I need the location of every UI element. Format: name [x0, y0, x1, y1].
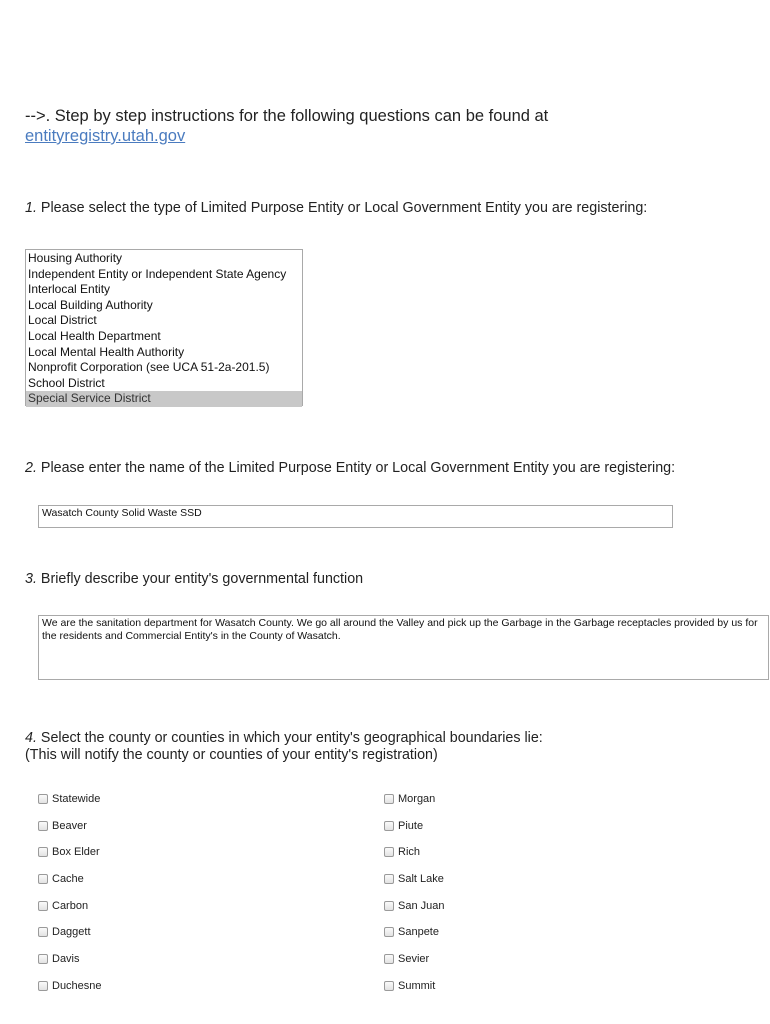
- county-label: Piute: [398, 820, 424, 832]
- question-2: [25, 460, 675, 477]
- question-3-text: Briefly describe your entity's governmental function: [40, 571, 364, 587]
- listbox-option[interactable]: Local District: [28, 313, 97, 328]
- checkbox-icon[interactable]: [38, 847, 48, 857]
- question-4-number: 4.: [25, 730, 37, 746]
- listbox-option[interactable]: Local Building Authority: [28, 297, 153, 312]
- listbox-option[interactable]: Interlocal Entity: [28, 282, 111, 297]
- listbox-option[interactable]: Independent Entity or Independent State Agency: [28, 266, 287, 281]
- county-checkbox-duchesne[interactable]: [38, 980, 102, 992]
- question-4: [25, 730, 543, 764]
- checkbox-icon[interactable]: [38, 981, 48, 991]
- registry-link[interactable]: entityregistry.utah.gov: [25, 127, 186, 145]
- county-checkbox-summit[interactable]: [384, 980, 435, 992]
- listbox-option-selected[interactable]: Special Service District: [26, 391, 302, 407]
- county-checkbox-rich[interactable]: [384, 846, 420, 858]
- checkbox-icon[interactable]: [384, 927, 394, 937]
- county-checkbox-cache[interactable]: [38, 873, 84, 885]
- county-checkbox-carbon[interactable]: [38, 900, 88, 912]
- intro-line: -->. Step by step instructions for the following questions can be found at: [25, 107, 549, 125]
- listbox-option[interactable]: Local Mental Health Authority: [28, 344, 185, 359]
- question-1-number: 1.: [25, 200, 37, 216]
- county-checkbox-sevier[interactable]: [384, 953, 429, 965]
- county-label: Morgan: [398, 793, 436, 805]
- county-label: Sevier: [398, 953, 430, 965]
- county-checkbox-san-juan[interactable]: [384, 900, 444, 912]
- question-3-number: 3.: [25, 571, 37, 587]
- checkbox-icon[interactable]: [38, 927, 48, 937]
- county-label: Daggett: [52, 926, 91, 938]
- county-label: Statewide: [52, 793, 101, 805]
- listbox-option[interactable]: Housing Authority: [28, 251, 123, 265]
- question-1-text: Please select the type of Limited Purpose Entity or Local Government Entity you are registering:: [40, 200, 648, 216]
- county-label: Cache: [52, 873, 84, 885]
- question-1: [25, 200, 647, 217]
- county-checkbox-statewide[interactable]: [38, 793, 100, 805]
- question-4-text: Select the county or counties in which your entity's geographical boundaries lie:: [40, 730, 543, 746]
- question-2-number: 2.: [25, 460, 37, 476]
- county-checkbox-sanpete[interactable]: [384, 926, 439, 938]
- checkbox-icon[interactable]: [38, 821, 48, 831]
- county-label: Rich: [398, 846, 421, 858]
- checkbox-icon[interactable]: [384, 821, 394, 831]
- county-label: Salt Lake: [398, 873, 444, 885]
- question-4-subtext: (This will notify the county or counties of your entity's registration): [25, 747, 438, 763]
- listbox-option[interactable]: School District: [28, 375, 105, 390]
- question-2-text: Please enter the name of the Limited Purpose Entity or Local Government Entity you are registering:: [40, 460, 676, 476]
- entity-type-listbox[interactable]: [25, 249, 303, 406]
- checkbox-icon[interactable]: [384, 847, 394, 857]
- county-checkbox-daggett[interactable]: [38, 926, 91, 938]
- county-label: Duchesne: [52, 980, 102, 992]
- county-checkbox-davis[interactable]: [38, 953, 80, 965]
- county-checkbox-box-elder[interactable]: [38, 846, 100, 858]
- checkbox-icon[interactable]: [384, 794, 394, 804]
- checkbox-icon[interactable]: [38, 874, 48, 884]
- function-description-textarea[interactable]: We are the sanitation department for Wasatch County. We go all around the Valley and pick up the Garbage in the Garbage receptacles provided by us for the residents and Commercial Entity's in the County of Wasatch.: [38, 615, 769, 680]
- checkbox-icon[interactable]: [384, 954, 394, 964]
- checkbox-icon[interactable]: [38, 901, 48, 911]
- county-checkbox-morgan[interactable]: [384, 793, 435, 805]
- listbox-option[interactable]: Nonprofit Corporation (see UCA 51-2a-201.5): [28, 360, 270, 375]
- entity-name-input[interactable]: Wasatch County Solid Waste SSD: [38, 505, 673, 528]
- question-3: [25, 571, 363, 588]
- checkbox-icon[interactable]: [384, 874, 394, 884]
- listbox-option[interactable]: Local Health Department: [28, 328, 161, 343]
- county-label: Sanpete: [398, 926, 439, 938]
- checkbox-icon[interactable]: [384, 901, 394, 911]
- county-label: Carbon: [52, 900, 89, 912]
- county-label: Davis: [52, 953, 80, 965]
- county-label: Box Elder: [52, 846, 100, 858]
- checkbox-icon[interactable]: [38, 954, 48, 964]
- county-label: San Juan: [398, 900, 445, 912]
- checkbox-icon[interactable]: [384, 981, 394, 991]
- county-label: Summit: [398, 980, 436, 992]
- checkbox-icon[interactable]: [38, 794, 48, 804]
- county-checkbox-salt-lake[interactable]: [384, 873, 444, 885]
- county-checkbox-beaver[interactable]: [38, 820, 87, 832]
- county-label: Beaver: [52, 820, 87, 832]
- county-checkbox-piute[interactable]: [384, 820, 423, 832]
- intro-text: [25, 106, 548, 146]
